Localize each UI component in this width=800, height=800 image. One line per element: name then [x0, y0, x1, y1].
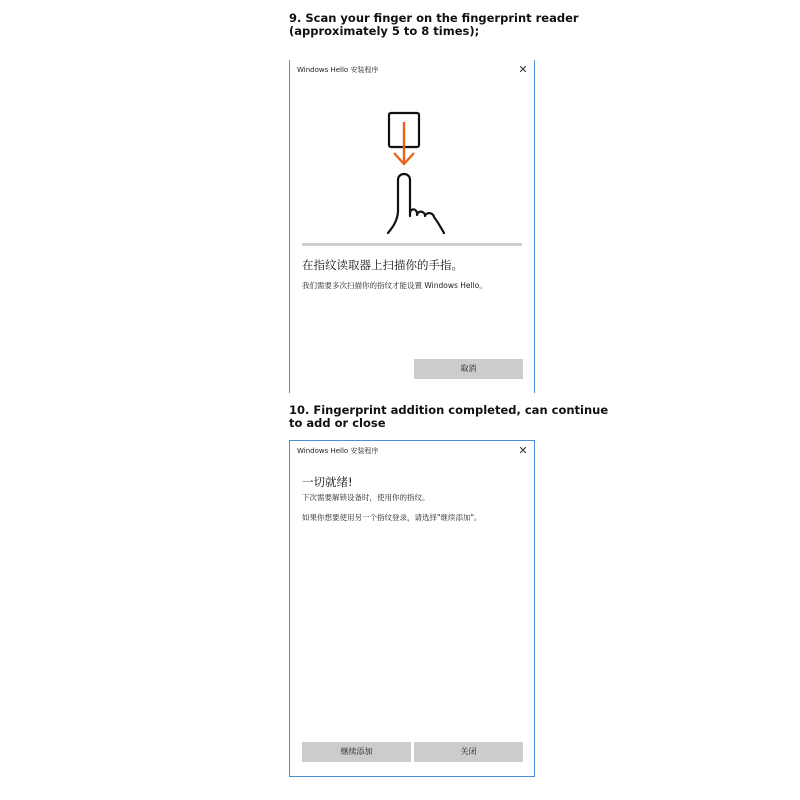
fingerprint-scan-dialog	[289, 60, 535, 393]
close-icon[interactable]: ✕	[518, 444, 528, 457]
continue-adding-button[interactable]: 继续添加	[302, 742, 411, 762]
dialog-title: Windows Hello 安装程序	[297, 66, 379, 74]
close-icon[interactable]: ✕	[518, 63, 528, 76]
scan-heading: 在指纹读取器上扫描你的手指。	[302, 258, 463, 272]
dialog-title: Windows Hello 安装程序	[297, 447, 379, 455]
complete-message: 下次需要解锁设备时，使用你的指纹。	[302, 493, 430, 502]
complete-heading: 一切就绪!	[302, 475, 353, 489]
scan-instruction: 我们需要多次扫描你的指纹才能设置 Windows Hello。	[302, 281, 487, 290]
scan-progress-bar	[302, 243, 522, 246]
fingerprint-scan-illustration	[385, 110, 455, 238]
add-another-hint: 如果你想要使用另一个指纹登录，请选择"继续添加"。	[302, 513, 482, 522]
cancel-button[interactable]: 取消	[414, 359, 523, 379]
finger-icon	[388, 174, 444, 233]
step-10-caption: 10. Fingerprint addition completed, can continue to add or close	[289, 403, 609, 430]
dialog-titlebar	[290, 441, 534, 461]
dialog-titlebar	[290, 60, 534, 80]
step-9-caption: 9. Scan your finger on the fingerprint reader (approximately 5 to 8 times);	[289, 11, 579, 38]
fingerprint-complete-dialog	[289, 440, 535, 777]
close-button[interactable]: 关闭	[414, 742, 523, 762]
